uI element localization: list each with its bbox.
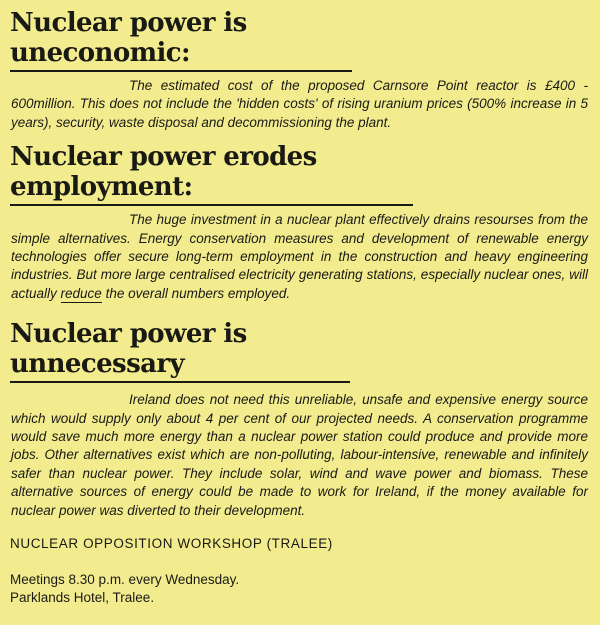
section-unnecessary xyxy=(10,303,590,520)
meeting-venue: Parklands Hotel, Tralee. xyxy=(10,590,155,606)
heading-unnecessary: Nuclear power is unnecessary xyxy=(10,319,350,383)
paragraph-unnecessary: Ireland does not need this unreliable, unsafe and expensive energy source which would supply only about 4 per cent of our projected needs. A conservation programme would save much more energy than a nuclear power station could produce and provide more jobs. Other alternatives exist which are non-polluting, labour-intensive, renewable and infinitely safer than nuclear power. They include solar, wind and wave power and biomass. These alternative sources of energy could be made to work for Ireland, if the money available for nuclear power was diverted to their development. xyxy=(11,392,588,518)
emphasis-reduce: reduce xyxy=(60,285,102,301)
section-uneconomic xyxy=(10,8,590,132)
paragraph-employment xyxy=(11,211,588,303)
footer-contact xyxy=(10,536,590,607)
paragraph-employment-text-start: The huge investment in a nuclear plant effectively drains resourses from the simple alternatives. Energy conservation measures and development of renewable energy technologies offer secure long-term employment in the construction and heavy engineering industries. But more large centralised electricity generating stations, especially nuclear ones, will actually xyxy=(11,212,588,301)
paragraph-uneconomic: The estimated cost of the proposed Carnsore Point reactor is £400 - 600million. This does not include the 'hidden costs' of rising uranium prices (500% increase in 5 years), security, waste disposal and decommissioning the plant. xyxy=(11,78,588,130)
meeting-details xyxy=(10,571,590,607)
heading-uneconomic: Nuclear power is uneconomic: xyxy=(10,8,352,72)
meeting-time: Meetings 8.30 p.m. every Wednesday. xyxy=(10,572,240,588)
heading-employment: Nuclear power erodes employment: xyxy=(10,142,413,206)
section-employment xyxy=(10,132,590,303)
paragraph-employment-text-end: the overall numbers employed. xyxy=(101,285,291,301)
organization-name: NUCLEAR OPPOSITION WORKSHOP (TRALEE) xyxy=(10,536,333,552)
